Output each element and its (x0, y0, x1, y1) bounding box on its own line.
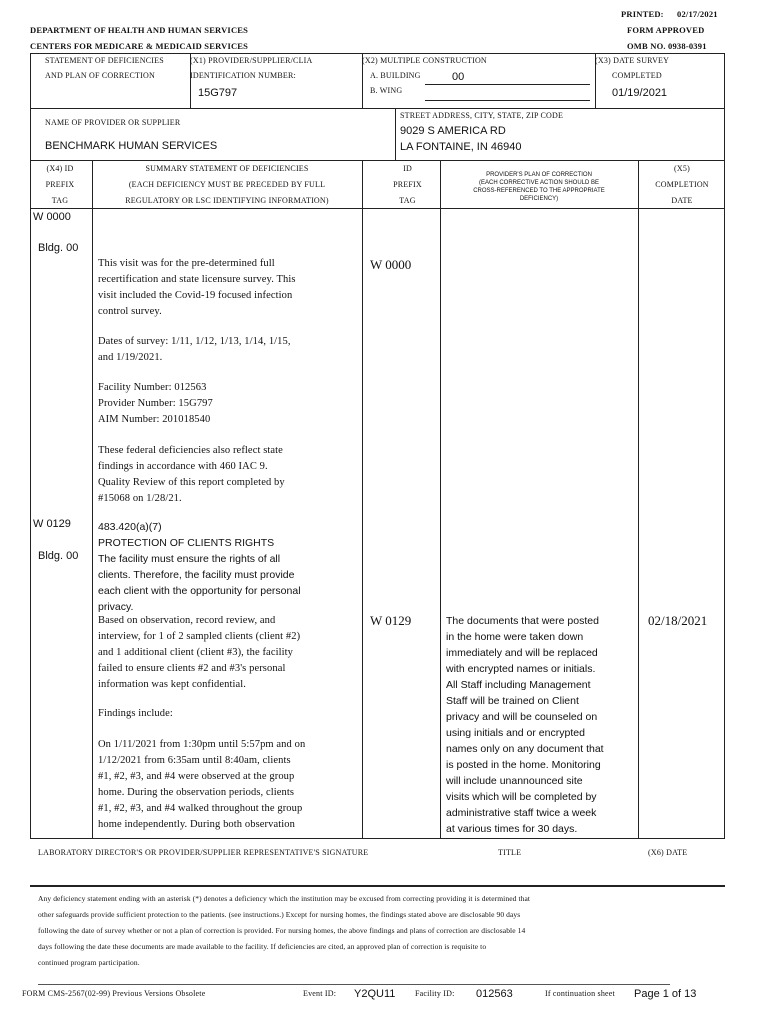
summary-header-1: SUMMARY STATEMENT OF DEFICIENCIES (145, 164, 309, 173)
completion-date: 02/18/2021 (648, 613, 708, 628)
facility-id-value: 012563 (476, 988, 513, 1000)
summary-header-3: REGULATORY OR LSC IDENTIFYING INFORMATION) (125, 196, 329, 205)
plan-header-2: (EACH CORRECTIVE ACTION SHOULD BE (478, 180, 600, 186)
disclaimer-line-5: continued program participation. (38, 958, 140, 967)
id-header-1: ID (403, 164, 412, 173)
summary-text-1b: Dates of survey: 1/11, 1/12, 1/13, 1/14, 1/15, and 1/19/2021. (98, 336, 291, 363)
disclaimer-line-1: Any deficiency statement ending with an asterisk (*) denotes a deficiency which the institution may be excused from correcting providing it is determined that (38, 894, 531, 903)
disclaimer-line-4: days following the date these documents are made available to the facility. If deficiencies are cited, an approved plan of correction is requisite to (38, 942, 487, 951)
x1-label-2: IDENTIFICATION NUMBER: (190, 71, 296, 80)
form-approved: FORM APPROVED (627, 25, 705, 35)
x3-label-1: (X3) DATE SURVEY (595, 56, 670, 65)
x4-header-3: TAG (51, 196, 69, 205)
tag-w0000-left: W 0000 (33, 211, 71, 223)
x6-date-label: (X6) DATE (648, 848, 688, 857)
provider-id-value: 15G797 (198, 87, 238, 99)
plan-of-correction-text: The documents that were posted in the home were taken down immediately and will be replaced with encrypted names or initials. All Staff including Management Staff will be trained on Client privacy and will be counseled on using initials and or encrypted names only on any document that is posted in the home. Monitoring will include unannounced site visits which will be completed by administrative staff twice a week at various times for 30 days. (446, 615, 604, 835)
plan-header-4: DEFICIENCY) (519, 196, 559, 202)
summary-text-2c: Findings include: (98, 708, 173, 719)
summary-text-2a: 483.420(a)(7) PROTECTION OF CLIENTS RIGHTS The facility must ensure the rights of all clients. Therefore, the facility must provide each client with the opportunity for personal privacy. (98, 521, 301, 613)
x4-header-2: PREFIX (45, 180, 75, 189)
summary-text-2b: Based on observation, record review, and interview, for 1 of 2 sampled clients (client #2) and 1 additional client (client #3), the facility failed to ensure clients #2 and #3's personal information was kept confidential. (98, 615, 301, 690)
x4-header-1: (X4) ID (46, 164, 74, 173)
department-title: DEPARTMENT OF HEALTH AND HUMAN SERVICES (30, 25, 249, 35)
wing-label: B. WING (370, 86, 403, 95)
footer-divider (38, 984, 670, 985)
disclaimer-line-2: other safeguards provide sufficient protection to the patients. (see instructions.) Except for nursing homes, the findings stated above are disclosable 90 days (38, 910, 521, 919)
statement-label-1: STATEMENT OF DEFICIENCIES (45, 56, 164, 65)
address-label: STREET ADDRESS, CITY, STATE, ZIP CODE (400, 111, 564, 120)
form-number: FORM CMS-2567(02-99) Previous Versions Obsolete (22, 989, 206, 998)
plan-header-1: PROVIDER'S PLAN OF CORRECTION (486, 172, 592, 178)
summary-text-1c: Facility Number: 012563 Provider Number: 15G797 AIM Number: 201018540 (98, 382, 213, 425)
tag-w0129-right: W 0129 (370, 613, 412, 628)
statement-label-2: AND PLAN OF CORRECTION (45, 71, 155, 80)
tag-w0000-right: W 0000 (370, 257, 412, 272)
x1-label-1: (X1) PROVIDER/SUPPLIER/CLIA (190, 56, 313, 65)
bldg-label-2: Bldg. 00 (38, 550, 79, 562)
x3-label-2: COMPLETED (612, 71, 662, 80)
title-label: TITLE (498, 848, 522, 857)
summary-text-1a: This visit was for the pre-determined full recertification and state licensure survey. This visit included the Covid-19 focused infection control survey. (98, 258, 296, 317)
address-line1: 9029 S AMERICA RD (400, 125, 506, 137)
signature-label: LABORATORY DIRECTOR'S OR PROVIDER/SUPPLIER REPRESENTATIVE'S SIGNATURE (38, 848, 369, 857)
survey-date-value: 01/19/2021 (612, 87, 668, 99)
address-line2: LA FONTAINE, IN 46940 (400, 141, 522, 153)
omb-number: OMB NO. 0938-0391 (627, 41, 707, 51)
provider-name: BENCHMARK HUMAN SERVICES (45, 140, 218, 152)
id-header-3: TAG (399, 196, 416, 205)
bldg-label-1: Bldg. 00 (38, 242, 79, 254)
plan-header-3: CROSS-REFERENCED TO THE APPROPRIATE (473, 188, 605, 194)
disclaimer (38, 891, 724, 971)
continuation-label: If continuation sheet (545, 989, 615, 998)
facility-id-label: Facility ID: (415, 989, 455, 998)
signature-divider (30, 885, 725, 887)
summary-header-2: (EACH DEFICIENCY MUST BE PRECEDED BY FULL (128, 180, 326, 189)
building-value: 00 (452, 71, 465, 83)
event-id-value: Y2QU11 (354, 988, 396, 1000)
centers-title: CENTERS FOR MEDICARE & MEDICAID SERVICES (30, 41, 249, 51)
building-label: A. BUILDING (370, 71, 421, 80)
x5-header-3: DATE (671, 196, 693, 205)
printed-label: PRINTED: (621, 9, 664, 19)
provider-name-label: NAME OF PROVIDER OR SUPPLIER (45, 118, 181, 127)
printed-date: 02/17/2021 (677, 9, 718, 19)
disclaimer-line-3: following the date of survey whether or not a plan of correction is provided. For nursing homes, the above findings and plans of correction are disclosable 14 (38, 926, 526, 935)
x2-label: (X2) MULTIPLE CONSTRUCTION (362, 56, 487, 65)
id-header-2: PREFIX (393, 180, 422, 189)
x5-header-1: (X5) (674, 164, 690, 173)
summary-text-2d: On 1/11/2021 from 1:30pm until 5:57pm and on 1/12/2021 from 6:35am until 8:40am, clients #1, #2, #3, and #4 were observed at the group home. During the observation periods, clients #1, #2, #3, and #4 walked throughout the group home independently. During both observation (98, 739, 306, 830)
summary-text-1d: These federal deficiencies also reflect state findings in accordance with 460 IAC 9. Quality Review of this report completed by #15068 on 1/28/21. (98, 445, 285, 504)
page-number: Page 1 of 13 (634, 988, 697, 1000)
x5-header-2: COMPLETION (655, 180, 709, 189)
tag-w0129-left: W 0129 (33, 518, 71, 530)
event-id-label: Event ID: (303, 989, 337, 998)
